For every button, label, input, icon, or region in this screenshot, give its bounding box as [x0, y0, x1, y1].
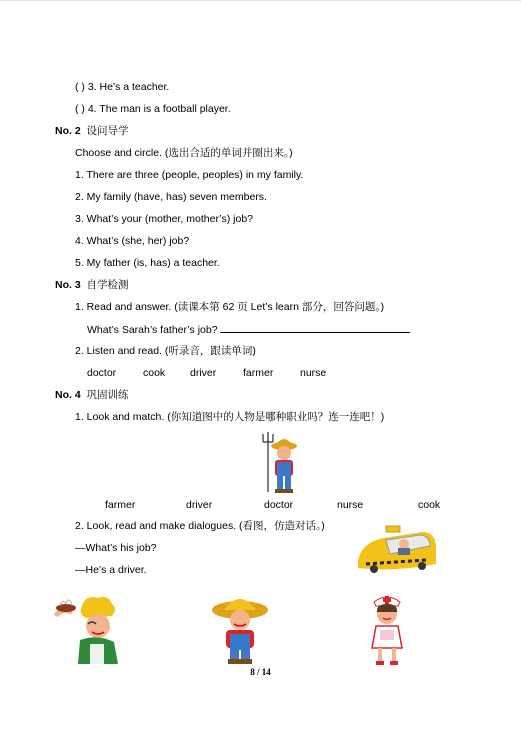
farmer-bottom-picture — [210, 594, 270, 664]
section-2-title: 设问导学 — [86, 125, 129, 137]
section-4-number: No. 4 — [55, 389, 81, 401]
match-word-cook: cook — [418, 499, 441, 511]
dialogue-question: 2. Look, read and make dialogues. (看图，仿造对话。) — [75, 520, 325, 532]
cook-picture — [52, 594, 126, 666]
judge-item-3: ( ) 3. He’s a teacher. — [75, 81, 170, 93]
choose-item-2: 2. My family (have, has) seven members. — [75, 191, 267, 203]
vocab-word-farmer: farmer — [243, 367, 274, 379]
read-answer-question: 1. Read and answer. (读课本第 62 页 Let’s learn 部分，回答问题。) — [75, 301, 385, 313]
match-word-nurse: nurse — [337, 499, 364, 511]
read-answer-sub — [87, 322, 410, 337]
answer-blank-line[interactable] — [220, 322, 410, 333]
vocab-word-cook: cook — [143, 367, 166, 379]
choose-item-1: 1. There are three (people, peoples) in my family. — [75, 169, 304, 181]
taxi-driver-picture — [356, 524, 438, 574]
match-word-doctor: doctor — [264, 499, 294, 511]
judge-item-4: ( ) 4. The man is a football player. — [75, 103, 231, 115]
section-4-title: 巩固训练 — [86, 389, 129, 401]
section-3-title: 自学检测 — [86, 279, 129, 291]
farmer-picture — [256, 432, 302, 494]
choose-item-4: 4. What’s (she, her) job? — [75, 235, 190, 247]
section-3-heading — [55, 278, 129, 292]
section-4-heading — [55, 388, 129, 402]
page-number: 8 / 14 — [250, 667, 271, 677]
section-2-number: No. 2 — [55, 125, 81, 137]
dialogue-line-1: —What’s his job? — [75, 542, 157, 554]
section-3-number: No. 3 — [55, 279, 81, 291]
read-answer-prompt: What’s Sarah’s father’s job? — [87, 324, 218, 336]
nurse-picture — [366, 592, 408, 666]
look-match-question: 1. Look and match. (你知道图中的人物是哪种职业吗？连一连吧！) — [75, 411, 385, 423]
match-word-farmer: farmer — [105, 499, 136, 511]
choose-item-5: 5. My father (is, has) a teacher. — [75, 257, 220, 269]
choose-item-3: 3. What’s your (mother, mother’s) job? — [75, 213, 253, 225]
match-word-driver: driver — [186, 499, 213, 511]
page-top-rule — [0, 0, 521, 1]
vocab-word-doctor: doctor — [87, 367, 117, 379]
vocab-word-nurse: nurse — [300, 367, 327, 379]
section-2-instruction: Choose and circle. (选出合适的单词并圈出来。) — [75, 147, 293, 159]
section-2-heading — [55, 124, 129, 138]
listen-read-question: 2. Listen and read. (听录音，跟读单词) — [75, 345, 256, 357]
dialogue-line-2: —He’s a driver. — [75, 564, 147, 576]
vocab-word-driver: driver — [190, 367, 217, 379]
